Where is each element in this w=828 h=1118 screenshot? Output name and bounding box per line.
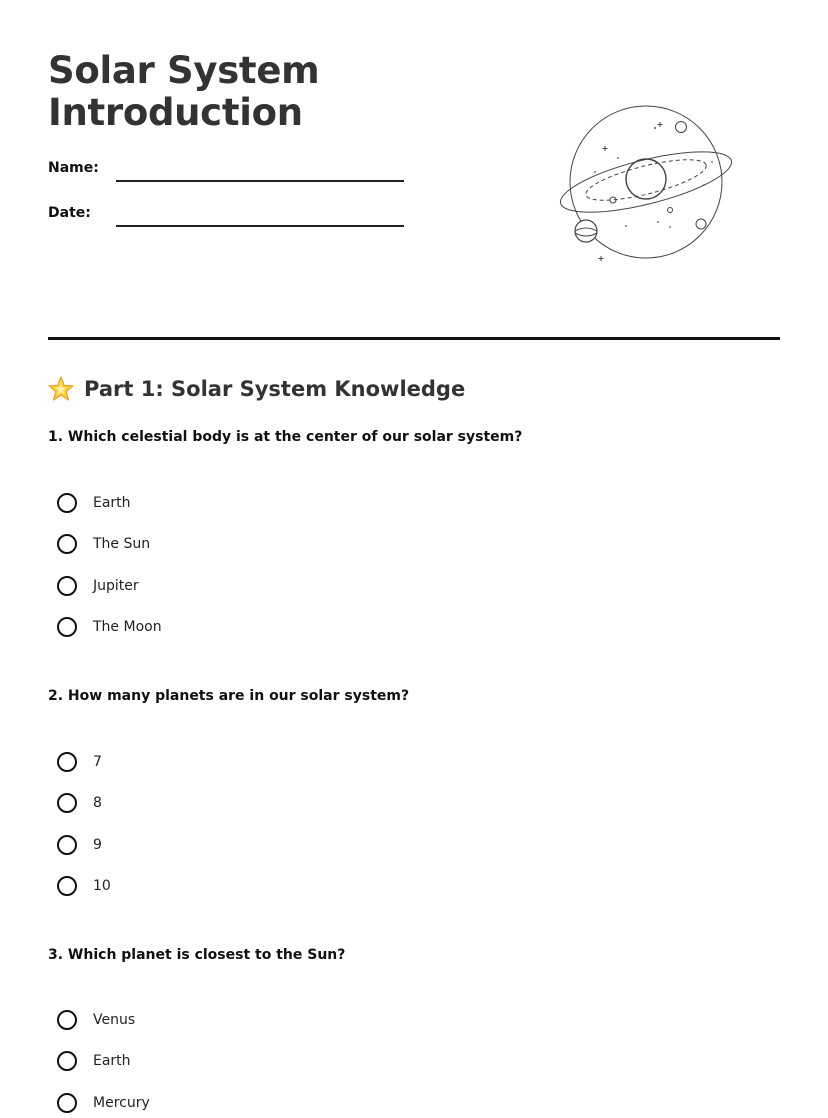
option-label: The Moon	[93, 619, 162, 635]
section-title: Part 1: Solar System Knowledge	[84, 377, 466, 401]
q3-option-2[interactable]	[57, 1048, 131, 1074]
question-2: 2. How many planets are in our solar system?	[48, 688, 410, 704]
radio-button[interactable]	[57, 617, 77, 637]
question-1: 1. Which celestial body is at the center of our solar system?	[48, 429, 523, 445]
q2-option-4[interactable]	[57, 873, 111, 899]
option-label: 7	[93, 754, 102, 770]
star-icon	[48, 376, 74, 402]
radio-button[interactable]	[57, 793, 77, 813]
title-line-1: Solar System	[48, 49, 320, 92]
option-label: The Sun	[93, 536, 151, 552]
q1-option-2[interactable]	[57, 531, 150, 557]
option-label: 8	[93, 795, 102, 811]
date-field	[48, 203, 408, 227]
option-label: Mercury	[93, 1095, 150, 1111]
radio-button[interactable]	[57, 876, 77, 896]
question-3: 3. Which planet is closest to the Sun?	[48, 947, 346, 963]
radio-button[interactable]	[57, 493, 77, 513]
radio-button[interactable]	[57, 752, 77, 772]
radio-button[interactable]	[57, 1010, 77, 1030]
name-input-line[interactable]	[116, 180, 404, 182]
option-label: Jupiter	[93, 578, 139, 594]
q3-option-3[interactable]	[57, 1090, 150, 1116]
date-label: Date:	[48, 205, 91, 221]
radio-button[interactable]	[57, 1051, 77, 1071]
option-label: Earth	[93, 495, 131, 511]
solar-system-illustration	[552, 100, 738, 270]
option-label: 10	[93, 878, 111, 894]
title-line-2: Introduction	[48, 91, 303, 134]
q2-option-1[interactable]	[57, 749, 102, 775]
q3-option-1[interactable]	[57, 1007, 135, 1033]
option-label: Earth	[93, 1053, 131, 1069]
q1-option-3[interactable]	[57, 573, 139, 599]
q1-option-1[interactable]	[57, 490, 131, 516]
radio-button[interactable]	[57, 835, 77, 855]
date-input-line[interactable]	[116, 225, 404, 227]
section-heading	[48, 374, 465, 404]
worksheet-title	[48, 50, 319, 134]
name-label: Name:	[48, 160, 99, 176]
option-label: Venus	[93, 1012, 136, 1028]
radio-button[interactable]	[57, 534, 77, 554]
option-label: 9	[93, 837, 102, 853]
q1-option-4[interactable]	[57, 614, 162, 640]
q2-option-3[interactable]	[57, 832, 102, 858]
radio-button[interactable]	[57, 576, 77, 596]
q2-option-2[interactable]	[57, 790, 102, 816]
radio-button[interactable]	[57, 1093, 77, 1113]
section-divider	[48, 337, 780, 340]
name-field	[48, 158, 408, 182]
